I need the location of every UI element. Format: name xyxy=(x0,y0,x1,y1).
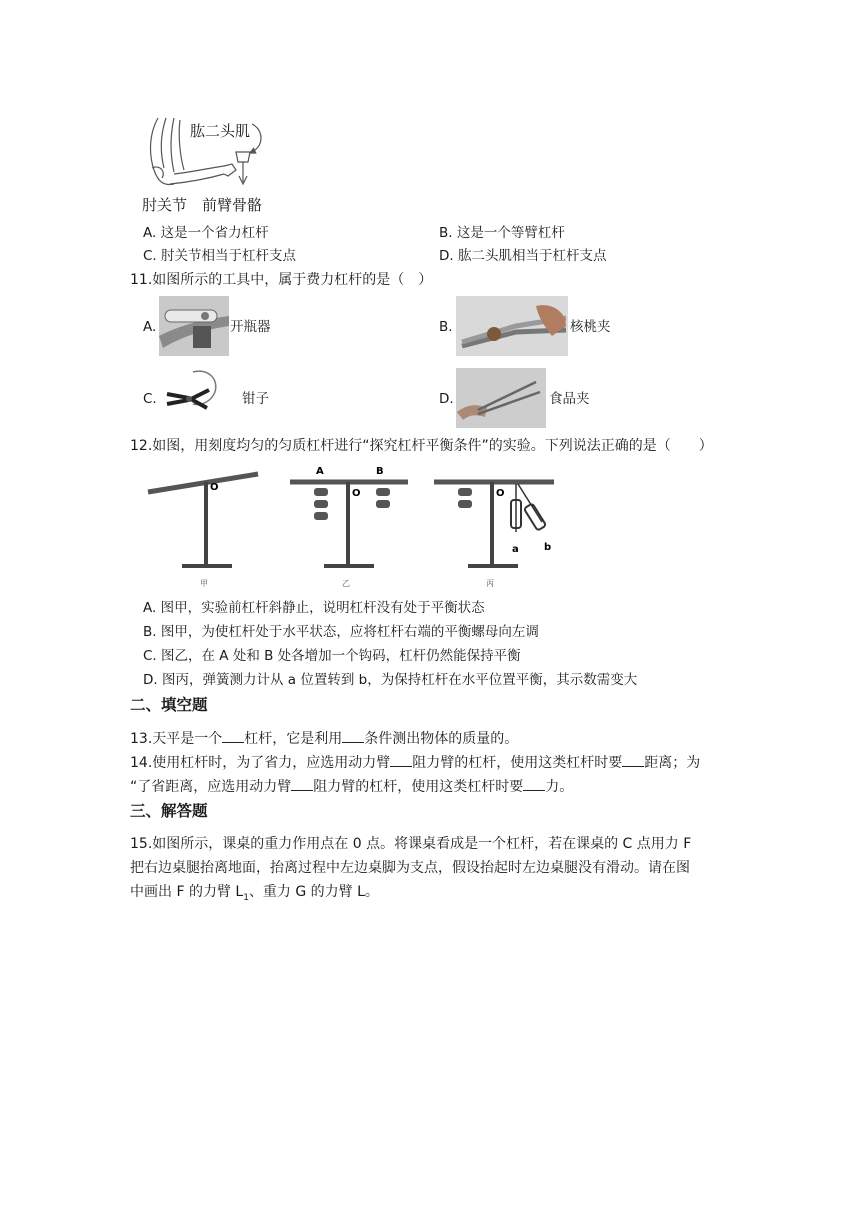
q15-line3-part1: 中画出 F 的力臂 L xyxy=(130,884,244,900)
yi-o-label: O xyxy=(352,488,361,499)
elbow-label: 肘关节 xyxy=(142,196,188,214)
q11-option-c-name: 钳子 xyxy=(242,391,269,407)
q15-subscript: 1 xyxy=(243,892,249,903)
lever-jia xyxy=(148,474,258,588)
q15-line1: 15.如图所示，课桌的重力作用点在 0 点。将课桌看成是一个杠杆，若在课桌的 C 点用力 F xyxy=(130,836,692,852)
lever-yi xyxy=(290,466,408,588)
q13-blank-1[interactable] xyxy=(222,728,244,743)
q11-option-b-letter: B. xyxy=(439,319,453,335)
section-answer-heading: 三、解答题 xyxy=(130,802,208,820)
forearm-label: 前臂骨骼 xyxy=(202,196,263,214)
yi-b-label: B xyxy=(376,466,384,477)
q11-option-c-letter: C. xyxy=(143,391,157,407)
bing-o-label: O xyxy=(496,488,505,499)
q14-text-4: “了省距离，应选用动力臂 xyxy=(130,779,292,795)
q12-option-b: B. 图甲，为使杠杆处于水平状态，应将杠杆右端的平衡螺母向左调 xyxy=(143,624,539,640)
jia-o-label: O xyxy=(210,482,219,493)
q14-text-6: 力。 xyxy=(545,779,574,795)
q14-line2 xyxy=(130,776,573,797)
q12-option-d: D. 图丙，弹簧测力计从 a 位置转到 b，为保持杠杆在水平位置平衡，其示数需变大 xyxy=(143,672,638,688)
q14-text-1: 14.使用杠杆时，为了省力，应选用动力臂 xyxy=(130,755,391,771)
q13 xyxy=(130,728,518,749)
q14-text-3: 距离；为 xyxy=(644,755,701,771)
q14-blank-4[interactable] xyxy=(523,776,545,791)
q14-text-5: 阻力臂的杠杆，使用这类杠杆时要 xyxy=(313,779,524,795)
q15-line3 xyxy=(130,882,379,908)
q11-option-d-name: 食品夹 xyxy=(549,391,590,407)
q15-line2: 把右边桌腿抬离地面，抬离过程中左边桌脚为支点，假设抬起时左边桌腿没有滑动。请在图 xyxy=(130,860,690,876)
lever-bing xyxy=(434,482,554,588)
pliers-image xyxy=(163,366,225,420)
q13-part1: 13.天平是一个 xyxy=(130,731,223,747)
q13-part3: 条件测出物体的质量的。 xyxy=(364,731,519,747)
q15-line3-part2: 、重力 G 的力臂 L。 xyxy=(248,884,379,900)
q10-option-d: D. 肱二头肌相当于杠杆支点 xyxy=(439,248,607,264)
q10-option-b: B. 这是一个等臂杠杆 xyxy=(439,225,565,241)
section-fill-blank-heading: 二、填空题 xyxy=(130,696,208,714)
q10-option-c: C. 肘关节相当于杠杆支点 xyxy=(143,248,297,264)
biceps-label: 肱二头肌 xyxy=(190,122,251,140)
jia-caption: 甲 xyxy=(200,579,208,588)
nutcracker-image xyxy=(456,296,568,356)
q13-part2: 杠杆，它是利用 xyxy=(244,731,343,747)
q13-blank-2[interactable] xyxy=(342,728,364,743)
bing-b-label: b xyxy=(544,542,552,553)
bing-a-label: a xyxy=(512,544,519,555)
q12-stem: 12.如图，用刻度均匀的匀质杠杆进行“探究杠杆平衡条件”的实验。下列说法正确的是（ ） xyxy=(130,438,713,454)
food-tongs-image xyxy=(456,368,546,428)
q14-line1 xyxy=(130,752,700,773)
q11-option-d-letter: D. xyxy=(439,391,454,407)
q14-blank-2[interactable] xyxy=(622,752,644,767)
q11-option-b-name: 核桃夹 xyxy=(570,319,611,335)
yi-caption: 乙 xyxy=(342,579,350,588)
yi-a-label: A xyxy=(316,466,324,477)
q11-option-a-name: 开瓶器 xyxy=(230,319,271,335)
q11-option-a-letter: A. xyxy=(143,319,157,335)
q14-blank-1[interactable] xyxy=(390,752,412,767)
bing-caption: 丙 xyxy=(486,579,494,588)
lever-experiment-figure xyxy=(140,460,580,590)
q12-option-c: C. 图乙，在 A 处和 B 处各增加一个钩码，杠杆仍然能保持平衡 xyxy=(143,648,521,664)
q14-text-2: 阻力臂的杠杆，使用这类杠杆时要 xyxy=(412,755,623,771)
bottle-opener-image xyxy=(159,296,229,356)
q11-stem: 11.如图所示的工具中，属于费力杠杆的是（ ） xyxy=(130,272,433,288)
q10-option-a: A. 这是一个省力杠杆 xyxy=(143,225,269,241)
q14-blank-3[interactable] xyxy=(291,776,313,791)
q12-option-a: A. 图甲，实验前杠杆斜静止，说明杠杆没有处于平衡状态 xyxy=(143,600,485,616)
